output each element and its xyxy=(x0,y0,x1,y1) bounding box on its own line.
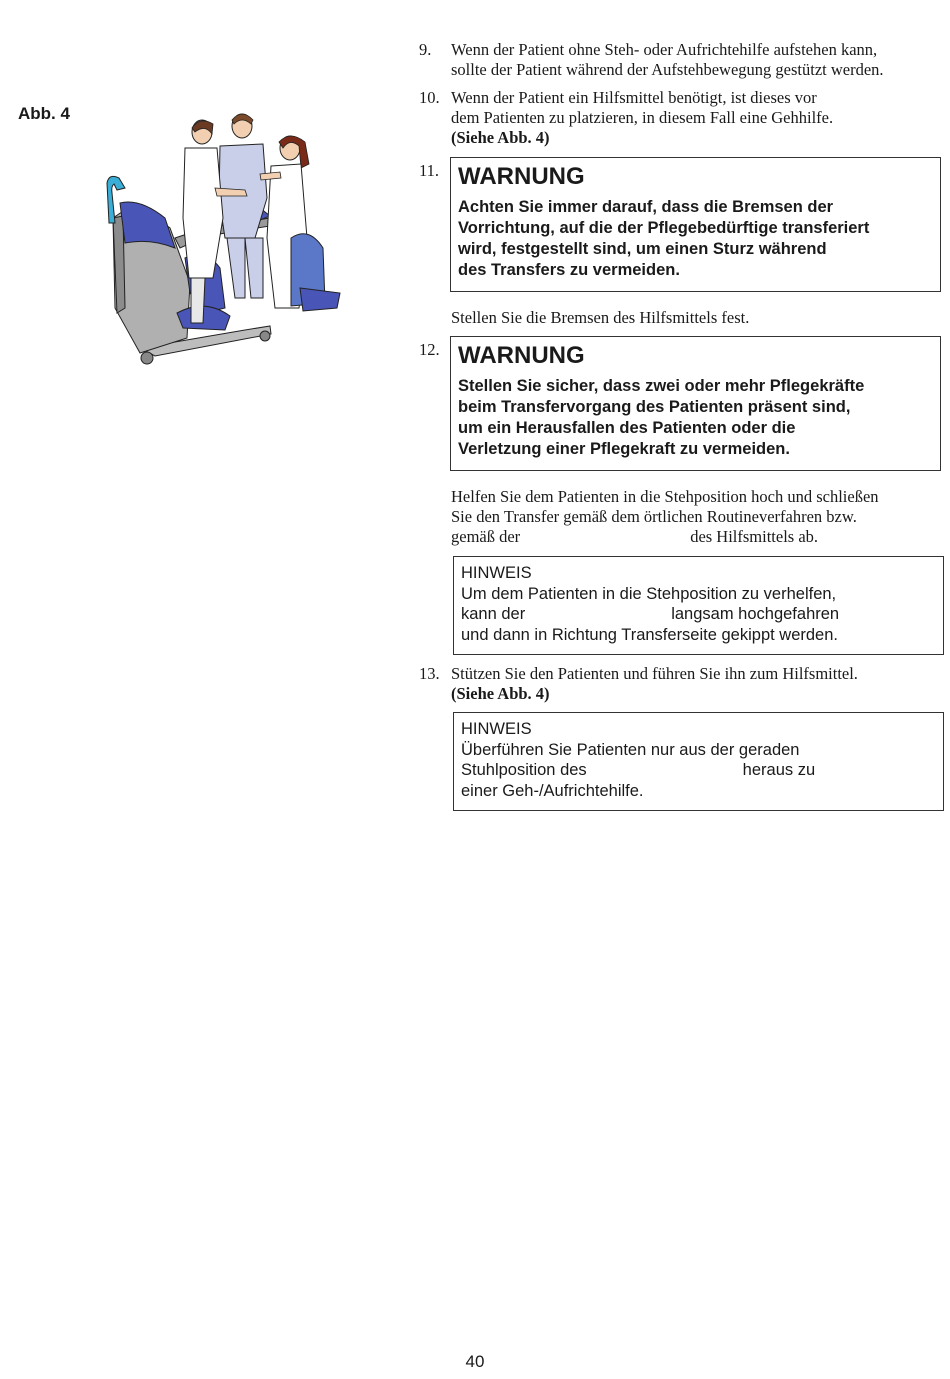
note-title: HINWEIS xyxy=(461,564,532,582)
warning-box-caregivers xyxy=(450,336,941,471)
note-line2 xyxy=(461,760,935,781)
step-12-after-line3-b: des Hilfsmittels ab. xyxy=(690,527,819,546)
note-line3: und dann in Richtung Transferseite gekippt werden. xyxy=(461,625,838,644)
warning-line: Achten Sie immer darauf, dass die Bremsen der xyxy=(458,198,834,216)
note-box-chair-position xyxy=(453,712,944,811)
note-line1: Überführen Sie Patienten nur aus der geraden xyxy=(461,740,800,759)
step-13-figure-ref: (Siehe Abb. 4) xyxy=(451,684,550,703)
warning-line: Verletzung einer Pflegekraft zu vermeiden. xyxy=(458,440,790,458)
step-9-line1: Wenn der Patient ohne Steh- oder Aufrichtehilfe aufstehen kann, xyxy=(451,40,878,59)
step-13-line1: Stützen Sie den Patienten und führen Sie ihn zum Hilfsmittel. xyxy=(451,664,858,683)
step-number-13: 13. xyxy=(419,664,440,683)
step-12-after-line2: Sie den Transfer gemäß dem örtlichen Routineverfahren bzw. xyxy=(451,507,857,526)
step-12-after-text xyxy=(451,487,943,547)
step-9-text xyxy=(451,40,943,80)
step-10-text xyxy=(451,88,943,148)
page-number: 40 xyxy=(465,1352,485,1371)
step-12-after-line3-a: gemäß der xyxy=(451,527,521,546)
warning-line: beim Transfervorgang des Patienten präsent sind, xyxy=(458,398,851,416)
note-line3: einer Geh-/Aufrichtehilfe. xyxy=(461,781,644,800)
warning-line: Stellen Sie sicher, dass zwei oder mehr Pflegekräfte xyxy=(458,377,865,395)
step-number-10: 10. xyxy=(419,88,440,107)
patient-transfer-illustration xyxy=(95,108,350,376)
step-number-11: 11. xyxy=(419,161,440,180)
step-number-9: 9. xyxy=(419,40,432,59)
step-11-after-text: Stellen Sie die Bremsen des Hilfsmittels fest. xyxy=(451,308,750,327)
step-13-text xyxy=(451,664,943,704)
step-9-line2: sollte der Patient während der Aufstehbewegung gestützt werden. xyxy=(451,60,884,79)
warning-line: Vorrichtung, auf die der Pflegebedürftige transferiert xyxy=(458,219,870,237)
warning-line: um ein Herausfallen des Patienten oder die xyxy=(458,419,796,437)
note-line1: Um dem Patienten in die Stehposition zu verhelfen, xyxy=(461,584,837,603)
note-line2-a: kann der xyxy=(461,605,526,623)
warning-line: des Transfers zu vermeiden. xyxy=(458,261,680,279)
warning-box-brakes xyxy=(450,157,941,292)
warning-title: WARNUNG xyxy=(458,163,585,190)
note-line2-b: heraus zu xyxy=(742,761,816,779)
note-line2-a: Stuhlposition des xyxy=(461,761,587,779)
note-box-stand-position xyxy=(453,556,944,655)
step-12-after-line1: Helfen Sie dem Patienten in die Stehposition hoch und schließen xyxy=(451,487,879,506)
warning-line: wird, festgestellt sind, um einen Sturz während xyxy=(458,240,827,258)
step-12-after-line3 xyxy=(451,527,943,547)
step-10-line1: Wenn der Patient ein Hilfsmittel benötigt, ist dieses vor xyxy=(451,88,817,107)
note-title: HINWEIS xyxy=(461,720,532,738)
note-line2-b: langsam hochgefahren xyxy=(671,605,840,623)
step-10-figure-ref: (Siehe Abb. 4) xyxy=(451,128,550,147)
figure-label: Abb. 4 xyxy=(18,104,70,123)
warning-title: WARNUNG xyxy=(458,342,585,369)
note-line2 xyxy=(461,604,935,625)
step-10-line2: dem Patienten zu platzieren, in diesem Fall eine Gehhilfe. xyxy=(451,108,834,127)
step-number-12: 12. xyxy=(419,340,440,359)
